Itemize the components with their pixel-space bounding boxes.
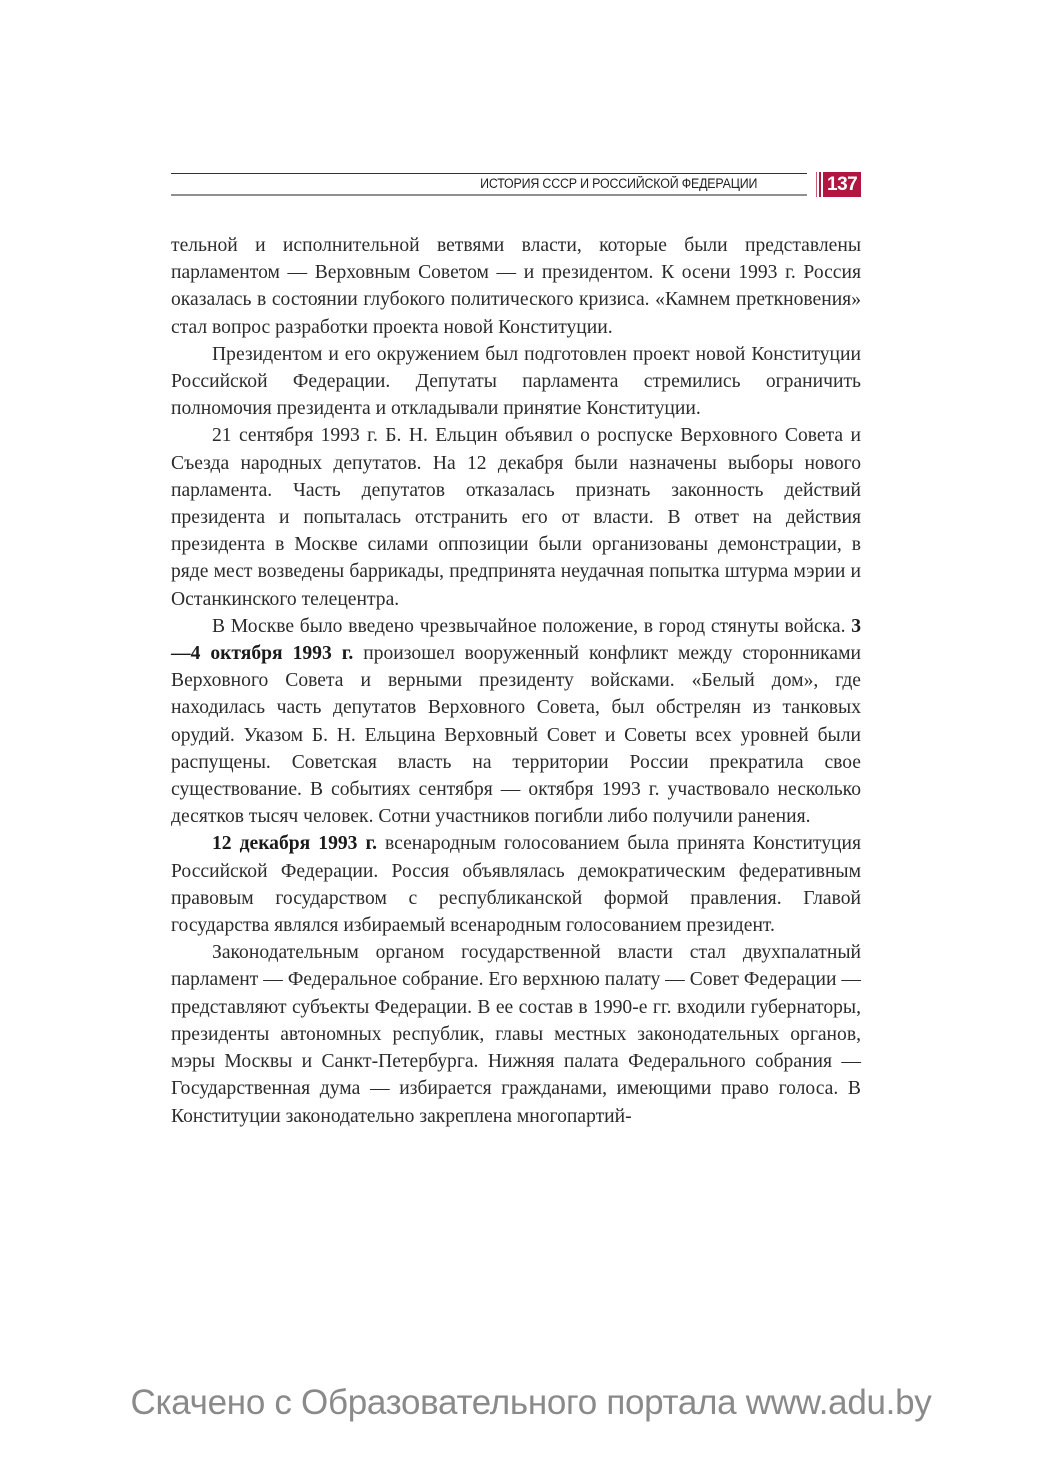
text-segment: всенародным голосованием была принята Конституция Российской Федерации. Россия объявлялась демократическим федеративным правовым государством с республиканской формой правления. Главой государства являлся избираемый всенародным голосованием президент.: [171, 833, 861, 937]
text-segment: Законодательным органом государственной власти стал двухпалатный парламент — Федеральное собрание. Его верхнюю палату — Совет Федерации — представляют субъекты Федерации. В ее состав в 1990-е гг. входили губернаторы, президенты автономных республик, главы местных законодательных органов, мэры Москвы и Санкт-Петербурга. Нижняя палата Федерального собрания — Государственная дума — избирается гражданами, имеющими право голоса. В Конституции законодательно закреплена многопартий-: [171, 942, 861, 1127]
paragraph-5: [171, 830, 861, 939]
text-segment: тельной и исполнительной ветвями власти, которые были представлены парламентом — Верховным Советом — и президентом. К осени 1993 г. Россия оказалась в состоянии глубокого политического кризиса. «Камнем преткновения» стал вопрос разработки проекта новой Конституции.: [171, 235, 861, 338]
badge-decor-bar: [816, 172, 817, 197]
page-number: 137: [823, 172, 861, 197]
text-segment: произошел вооруженный конфликт между сторонниками Верховного Совета и верными президенту войсками. «Белый дом», где находилась часть депутатов Верховного Совета, был обстрелян из танковых орудий. Указом Б. Н. Ельцина Верховный Совет и Советы всех уровней были распущены. Советская власть на территории России прекратила свое существование. В событиях сентября — октября 1993 г. участвовало несколько десятков тысяч человек. Сотни участников погибли либо получили ранения.: [171, 643, 861, 828]
bold-date: 12 декабря 1993 г.: [212, 833, 378, 855]
badge-decor-bar: [819, 172, 821, 197]
text-segment: В Москве было введено чрезвычайное положение, в город стянуты войска.: [212, 615, 852, 637]
download-watermark: Скачено с Образовательного портала www.adu.by: [130, 1383, 932, 1422]
paragraph-1: [171, 232, 861, 341]
paragraph-4: [171, 613, 861, 831]
paragraph-3: [171, 422, 861, 612]
body-text: [171, 232, 861, 1130]
header-rule-top: [171, 173, 807, 174]
bold-date: 3—4 октября 1993 г.: [171, 615, 861, 665]
page-number-badge: [816, 172, 861, 197]
running-header: [171, 172, 863, 198]
paragraph-2: [171, 341, 861, 423]
text-segment: Президентом и его окружением был подготовлен проект новой Конституции Российской Федерации. Депутаты парламента стремились ограничить полномочия президента и откладывали принятие Конституции.: [171, 343, 861, 420]
header-rule-bottom: [171, 194, 807, 196]
paragraph-6: [171, 939, 861, 1129]
running-title: ИСТОРИЯ СССР И РОССИЙСКОЙ ФЕДЕРАЦИИ: [479, 176, 757, 191]
text-segment: 21 сентября 1993 г. Б. Н. Ельцин объявил о роспуске Верховного Совета и Съезда народных депутатов. На 12 декабря были назначены выборы нового парламента. Часть депутатов отказалась признать законность действий президента и попыталась отстранить его от власти. В ответ на действия президента в Москве силами оппозиции были организованы демонстрации, в ряде мест возведены баррикады, предпринята неудачная попытка штурма мэрии и Останкинского телецентра.: [171, 425, 861, 610]
